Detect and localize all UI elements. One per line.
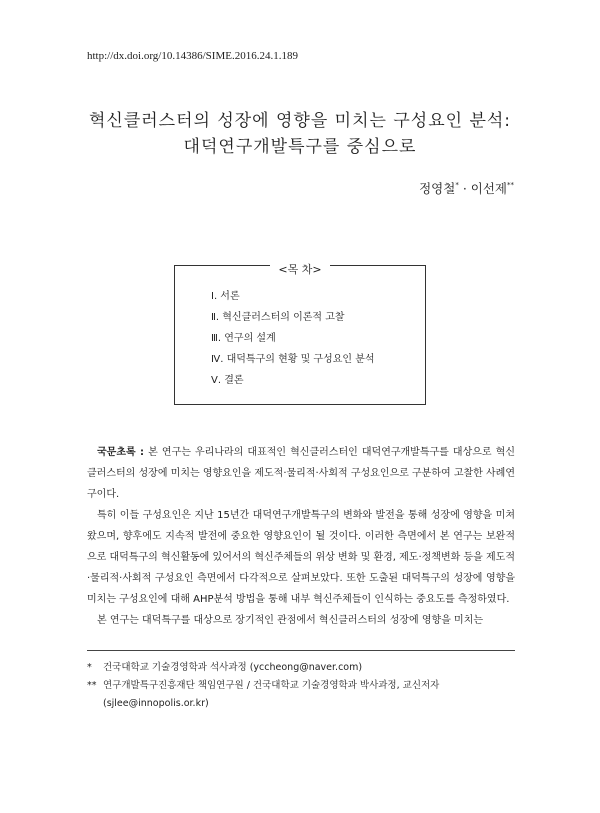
footnote-divider — [87, 650, 515, 651]
author-affiliation-mark: ** — [507, 181, 514, 189]
footnote — [87, 659, 515, 677]
author-separator: · — [458, 181, 471, 196]
footnote-mark: * — [87, 662, 92, 673]
toc-item: Ⅱ. 혁신클러스터의 이론적 고찰 — [211, 312, 345, 323]
abstract-paragraph: 특히 이들 구성요인은 지난 15년간 대덕연구개발특구의 변화와 발전을 통해 성장에 영향을 미쳐왔으며, 향후에도 지속적 발전에 중요한 영향요인이 될 것이다. 이러한 측면에서 본 연구는 보완적으로 대덕특구의 혁신활동에 있어서의 혁신주체들의 위상 변화 및 환경, 제도·정책변화 등을 제도적·물리적·사회적 구성요인 측면에서 다각적으로 살펴보았다. 또한 도출된 대덕특구의 성장에 영향을 미치는 구성요인에 대해 AHP분석 방법을 통해 내부 혁신주체들이 인식하는 중요도를 측정하였다. — [87, 510, 515, 605]
toc-heading: <목 차> — [270, 263, 329, 276]
korean-abstract — [87, 442, 515, 631]
paper-title-line-2: 대덕연구개발특구를 중심으로 — [183, 137, 417, 157]
toc-item: Ⅴ. 결론 — [211, 375, 244, 386]
author-name: 이선제 — [470, 181, 507, 196]
abstract-paragraph: 본 연구는 대덕특구를 대상으로 장기적인 관점에서 혁신클러스터의 성장에 영향을 미치는 — [97, 615, 484, 626]
footnote-mark: ** — [87, 680, 97, 691]
table-of-contents — [174, 265, 426, 405]
doi-link[interactable]: http://dx.doi.org/10.14386/SIME.2016.24.1.189 — [87, 50, 298, 62]
footnote-text: 건국대학교 기술경영학과 석사과정 (yccheong@naver.com) — [103, 662, 363, 673]
author-affiliation-mark: * — [455, 181, 459, 189]
footnotes — [87, 659, 515, 713]
footnote — [87, 677, 515, 695]
abstract-paragraph — [87, 442, 515, 505]
footnote-continuation — [87, 695, 515, 713]
author-list — [419, 179, 514, 197]
abstract-label: 국문초록 : — [97, 447, 145, 458]
toc-item: Ⅰ. 서론 — [211, 291, 240, 302]
toc-item: Ⅳ. 대덕특구의 현황 및 구성요인 분석 — [211, 354, 375, 365]
footnote-text: (sjlee@innopolis.or.kr) — [103, 698, 209, 709]
paper-title-line-1: 혁신클러스터의 성장에 영향을 미치는 구성요인 분석: — [88, 111, 512, 131]
abstract-text: 본 연구는 우리나라의 대표적인 혁신클러스터인 대덕연구개발특구를 대상으로 혁신클러스터의 성장에 미치는 영향요인을 제도적·물리적·사회적 구성요인으로 구분하여 고찰한 사례연구이다. — [87, 447, 515, 500]
author-name: 정영철 — [419, 181, 456, 196]
toc-item: Ⅲ. 연구의 설계 — [211, 333, 276, 344]
footnote-text: 연구개발특구진흥재단 책임연구원 / 건국대학교 기술경영학과 박사과정, 교신저자 — [103, 680, 440, 691]
